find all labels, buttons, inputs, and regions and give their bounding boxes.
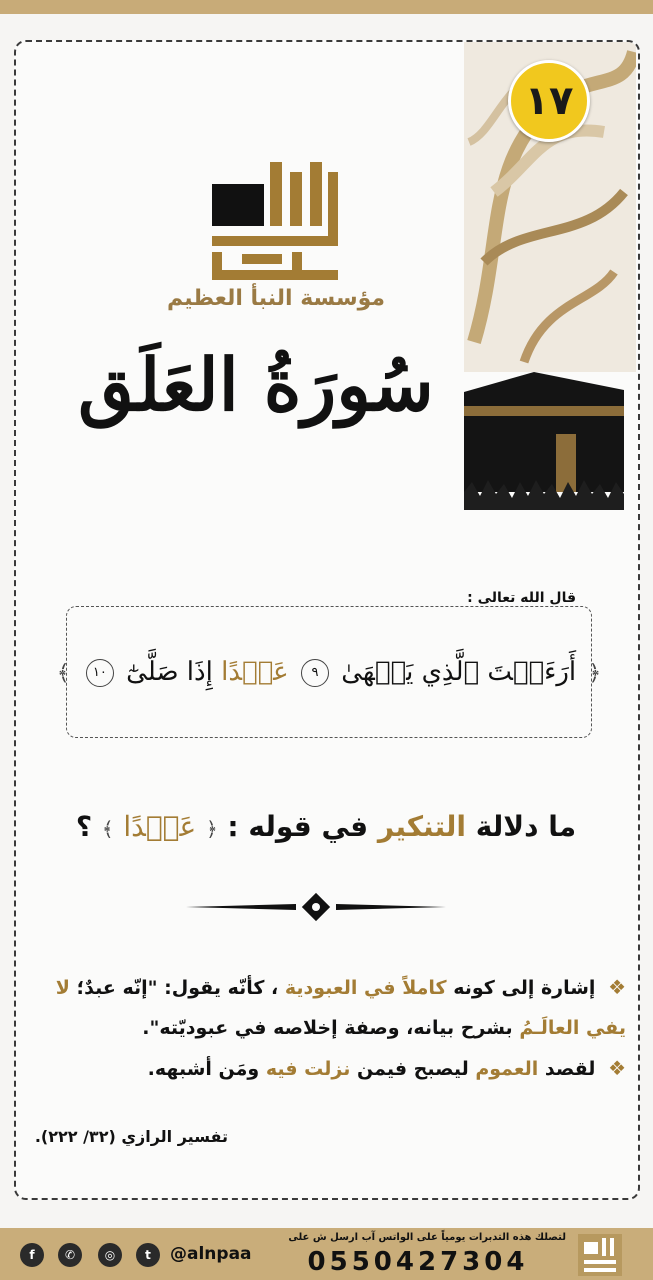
episode-number-badge: ١٧ <box>508 60 590 142</box>
phone-number[interactable]: 0550427304 <box>307 1247 529 1277</box>
answer-highlight: العموم <box>475 1058 539 1080</box>
question-quoted-word: عَبۡدًا <box>123 810 197 843</box>
question-highlight: التنكير <box>377 810 467 843</box>
organization-name: مؤسسة النبأ العظيم <box>166 286 385 311</box>
answer-text: ومَن أشبهه. <box>147 1058 260 1080</box>
verse-text <box>53 657 606 687</box>
ornate-bracket-icon: ﴿ <box>588 661 602 686</box>
answer-text: بشرح بيانه، وصفة إخلاصه في عبوديّته". <box>142 1017 513 1039</box>
verse-number-badge: ١٠ <box>86 659 114 687</box>
verse-highlight-word: عَبۡدًا <box>221 657 289 687</box>
diamond-bullet-icon: ❖ <box>608 975 626 999</box>
answer-text: ليصبح فيمن <box>357 1058 469 1080</box>
answer-item <box>36 1048 626 1089</box>
question-heading <box>56 810 596 843</box>
diamond-bullet-icon: ❖ <box>608 1056 626 1080</box>
question-part-2: في قوله : <box>227 810 369 843</box>
answer-text: ، كأنّه يقول: "إنّه عبدٌ؛ <box>76 977 279 999</box>
surah-title: سُورَةُ العَلَق <box>78 342 434 427</box>
answer-text: إشارة إلى كونه <box>453 977 596 999</box>
ornate-bracket-icon: ﴾ <box>101 817 114 841</box>
footer-logo <box>578 1234 622 1276</box>
answer-highlight: لا يفي العالَـمُ <box>55 977 626 1039</box>
verse-part-1: أَرَءَيۡتَ ٱلَّذِي يَنۡهَىٰ <box>341 657 577 687</box>
source-citation: تفسير الرازي (٣٢/ ٢٢٢). <box>34 1127 228 1146</box>
question-mark: ؟ <box>75 810 93 843</box>
whatsapp-icon[interactable]: ✆ <box>58 1243 82 1267</box>
verse-number-badge: ٩ <box>301 659 329 687</box>
social-handle[interactable]: @alnpaa <box>170 1244 252 1264</box>
ornate-bracket-icon: ﴾ <box>56 661 70 686</box>
ornamental-divider <box>186 892 446 922</box>
organization-logo <box>212 162 338 280</box>
kaaba-illustration <box>464 372 624 510</box>
answer-highlight: كاملاً في العبودية <box>284 977 447 999</box>
twitter-icon[interactable]: t <box>136 1243 160 1267</box>
instagram-icon[interactable]: ◎ <box>98 1243 122 1267</box>
answer-text: لقصد <box>544 1058 596 1080</box>
verse-intro-label: قال الله تعالى : <box>461 590 582 606</box>
answer-list <box>36 967 626 1089</box>
question-part-1: ما دلالة <box>475 810 577 843</box>
ornate-bracket-icon: ﴿ <box>205 817 218 841</box>
facebook-icon[interactable]: f <box>20 1243 44 1267</box>
content-card <box>14 40 640 1200</box>
answer-item <box>36 967 626 1048</box>
verse-part-3: إِذَا صَلَّىٰٓ <box>126 657 213 687</box>
subscribe-note: لتصلك هذه التدبرات يومياً على الواتس آب ارسل ش على <box>288 1232 566 1243</box>
top-band <box>0 0 653 14</box>
answer-highlight: نزلت فيه <box>265 1058 351 1080</box>
verse-box <box>56 606 602 738</box>
